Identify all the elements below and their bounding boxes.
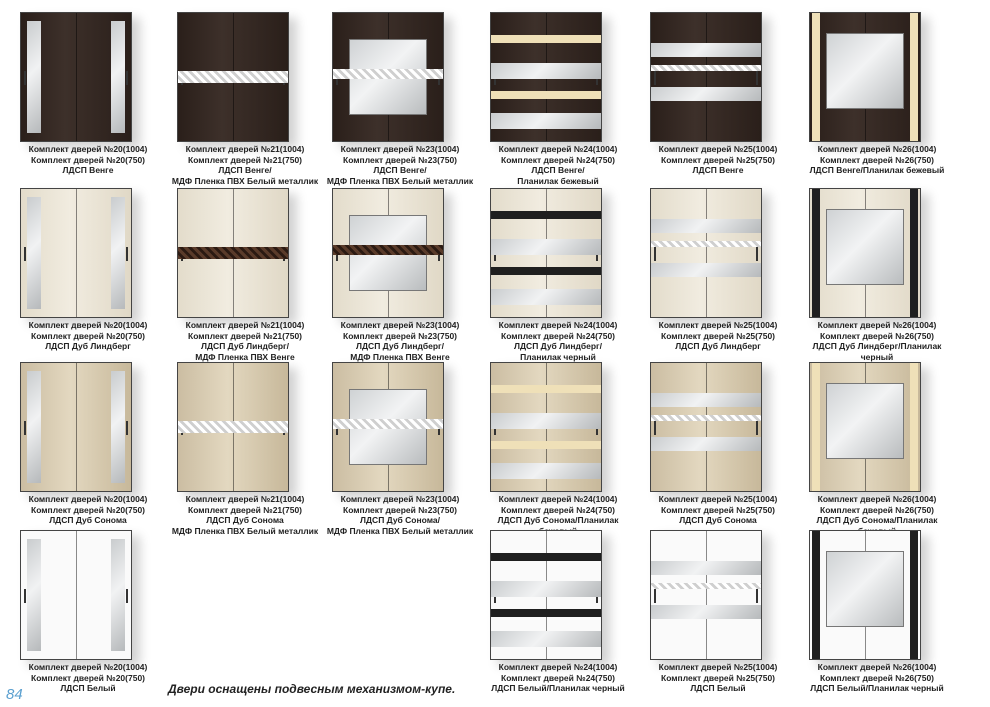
caption-line: Комплект дверей №26(1004) bbox=[817, 320, 937, 330]
caption-line: Комплект дверей №24(1004) bbox=[498, 320, 618, 330]
door-set-illustration bbox=[332, 12, 444, 142]
caption-line: ЛДСП Венге/ bbox=[531, 165, 585, 175]
door-set-caption bbox=[320, 494, 480, 536]
caption-line: Комплект дверей №24(1004) bbox=[498, 662, 618, 672]
caption-line: Комплект дверей №20(1004) bbox=[28, 320, 148, 330]
door-set-caption bbox=[8, 662, 168, 694]
caption-line: Комплект дверей №23(1004) bbox=[340, 144, 460, 154]
door-set-caption bbox=[638, 320, 798, 352]
door-set-caption bbox=[165, 494, 325, 536]
footnote: Двери оснащены подвесным механизмом-купе. bbox=[168, 682, 456, 696]
caption-line: Комплект дверей №21(1004) bbox=[185, 320, 305, 330]
door-set-illustration bbox=[20, 12, 132, 142]
caption-line: ЛДСП Венге/ bbox=[218, 165, 272, 175]
caption-line: Планилак бежевый bbox=[517, 175, 599, 186]
caption-line: Комплект дверей №21(750) bbox=[188, 330, 302, 341]
door-set-illustration bbox=[177, 12, 289, 142]
caption-line: Комплект дверей №25(750) bbox=[661, 504, 775, 515]
caption-line: Комплект дверей №21(1004) bbox=[185, 144, 305, 154]
door-set-caption bbox=[638, 494, 798, 526]
caption-line: ЛДСП Венге bbox=[62, 165, 114, 175]
door-set-illustration bbox=[20, 362, 132, 492]
caption-line: Комплект дверей №21(750) bbox=[188, 504, 302, 515]
door-set-caption bbox=[165, 144, 325, 186]
caption-line: Комплект дверей №25(750) bbox=[661, 330, 775, 341]
caption-line: Комплект дверей №21(1004) bbox=[185, 494, 305, 504]
caption-line: Комплект дверей №24(1004) bbox=[498, 144, 618, 154]
door-set-caption bbox=[320, 320, 480, 362]
caption-line: Комплект дверей №23(750) bbox=[343, 330, 457, 341]
door-set-caption bbox=[797, 320, 957, 362]
door-set-illustration bbox=[177, 188, 289, 318]
door-set-caption bbox=[638, 144, 798, 176]
caption-line: МДФ Пленка ПВХ Белый металлик bbox=[171, 175, 319, 186]
caption-line: Комплект дверей №25(1004) bbox=[658, 662, 778, 672]
door-set-illustration bbox=[177, 362, 289, 492]
caption-line: ЛДСП Дуб Линдберг/Планилак черный bbox=[812, 341, 942, 362]
caption-line: Комплект дверей №26(1004) bbox=[817, 494, 937, 504]
door-set-illustration bbox=[809, 362, 921, 492]
caption-line: Комплект дверей №25(750) bbox=[661, 154, 775, 165]
door-set-illustration bbox=[490, 530, 602, 660]
caption-line: МДФ Пленка ПВХ Венге bbox=[195, 351, 295, 362]
caption-line: ЛДСП Дуб Сонома bbox=[206, 515, 284, 525]
caption-line: Комплект дверей №24(750) bbox=[501, 154, 615, 165]
caption-line: ЛДСП Дуб Линдберг bbox=[675, 341, 761, 351]
door-set-caption bbox=[8, 320, 168, 352]
caption-line: Комплект дверей №20(1004) bbox=[28, 662, 148, 672]
door-set-caption bbox=[165, 320, 325, 362]
door-set-illustration bbox=[490, 188, 602, 318]
caption-line: Комплект дверей №26(750) bbox=[820, 672, 934, 683]
caption-line: МДФ Пленка ПВХ Белый металлик bbox=[326, 525, 474, 536]
caption-line: ЛДСП Дуб Сонома/Планилак bbox=[497, 515, 619, 525]
door-set-caption bbox=[478, 144, 638, 186]
caption-line: ЛДСП Дуб Линдберг bbox=[45, 341, 131, 351]
door-set-caption bbox=[478, 662, 638, 694]
door-set-illustration bbox=[332, 188, 444, 318]
caption-line: Комплект дверей №23(750) bbox=[343, 504, 457, 515]
caption-line: ЛДСП Венге bbox=[692, 165, 744, 175]
caption-line: Комплект дверей №20(750) bbox=[31, 672, 145, 683]
caption-line: Комплект дверей №20(1004) bbox=[28, 144, 148, 154]
caption-line: ЛДСП Белый/Планилак черный bbox=[810, 683, 944, 693]
door-set-caption bbox=[478, 320, 638, 362]
caption-line: ЛДСП Дуб Сонома/ bbox=[360, 515, 440, 525]
door-set-caption bbox=[320, 144, 480, 186]
caption-line: Комплект дверей №26(750) bbox=[820, 330, 934, 341]
caption-line: ЛДСП Дуб Сонома bbox=[679, 515, 757, 525]
caption-line: МДФ Пленка ПВХ Белый металлик bbox=[326, 175, 474, 186]
caption-line: ЛДСП Белый bbox=[60, 683, 116, 693]
door-set-illustration bbox=[650, 362, 762, 492]
caption-line: Комплект дверей №20(1004) bbox=[28, 494, 148, 504]
caption-line: Комплект дверей №24(750) bbox=[501, 672, 615, 683]
door-set-illustration bbox=[20, 530, 132, 660]
caption-line: Комплект дверей №23(1004) bbox=[340, 494, 460, 504]
caption-line: ЛДСП Венге/ bbox=[373, 165, 427, 175]
caption-line: ЛДСП Венге/Планилак бежевый bbox=[809, 165, 945, 175]
caption-line: Комплект дверей №24(750) bbox=[501, 504, 615, 515]
caption-line: Комплект дверей №26(750) bbox=[820, 154, 934, 165]
caption-line: Комплект дверей №25(1004) bbox=[658, 320, 778, 330]
caption-line: ЛДСП Дуб Сонома bbox=[49, 515, 127, 525]
caption-line: Комплект дверей №25(1004) bbox=[658, 144, 778, 154]
caption-line: Комплект дверей №23(1004) bbox=[340, 320, 460, 330]
door-set-illustration bbox=[20, 188, 132, 318]
door-set-illustration bbox=[332, 362, 444, 492]
door-set-illustration bbox=[490, 362, 602, 492]
caption-line: Комплект дверей №24(750) bbox=[501, 330, 615, 341]
caption-line: ЛДСП Дуб Сонома/Планилак bbox=[816, 515, 938, 525]
door-set-illustration bbox=[809, 530, 921, 660]
door-set-illustration bbox=[650, 530, 762, 660]
page-number: 84 bbox=[6, 686, 23, 703]
caption-line: Комплект дверей №21(750) bbox=[188, 154, 302, 165]
caption-line: ЛДСП Дуб Линдберг/ bbox=[514, 341, 602, 351]
door-set-illustration bbox=[809, 12, 921, 142]
door-set-caption bbox=[8, 494, 168, 526]
caption-line: Комплект дверей №20(750) bbox=[31, 504, 145, 515]
caption-line: Комплект дверей №20(750) bbox=[31, 330, 145, 341]
caption-line: Комплект дверей №26(1004) bbox=[817, 662, 937, 672]
door-set-illustration bbox=[650, 12, 762, 142]
door-set-caption bbox=[797, 662, 957, 694]
caption-line: Комплект дверей №25(1004) bbox=[658, 494, 778, 504]
caption-line: Комплект дверей №20(750) bbox=[31, 154, 145, 165]
caption-line: Комплект дверей №25(750) bbox=[661, 672, 775, 683]
door-set-caption bbox=[797, 144, 957, 176]
caption-line: МДФ Пленка ПВХ Венге bbox=[350, 351, 450, 362]
caption-line: ЛДСП Дуб Линдберг/ bbox=[201, 341, 289, 351]
caption-line: Комплект дверей №23(750) bbox=[343, 154, 457, 165]
caption-line: Планилак черный bbox=[520, 351, 596, 362]
door-set-illustration bbox=[650, 188, 762, 318]
door-set-caption bbox=[8, 144, 168, 176]
caption-line: ЛДСП Белый/Планилак черный bbox=[491, 683, 625, 693]
caption-line: МДФ Пленка ПВХ Белый металлик bbox=[171, 525, 319, 536]
caption-line: Комплект дверей №24(1004) bbox=[498, 494, 618, 504]
caption-line: ЛДСП Белый bbox=[690, 683, 746, 693]
caption-line: Комплект дверей №26(750) bbox=[820, 504, 934, 515]
door-set-caption bbox=[638, 662, 798, 694]
caption-line: ЛДСП Дуб Линдберг/ bbox=[356, 341, 444, 351]
door-set-illustration bbox=[809, 188, 921, 318]
door-set-illustration bbox=[490, 12, 602, 142]
caption-line: Комплект дверей №26(1004) bbox=[817, 144, 937, 154]
